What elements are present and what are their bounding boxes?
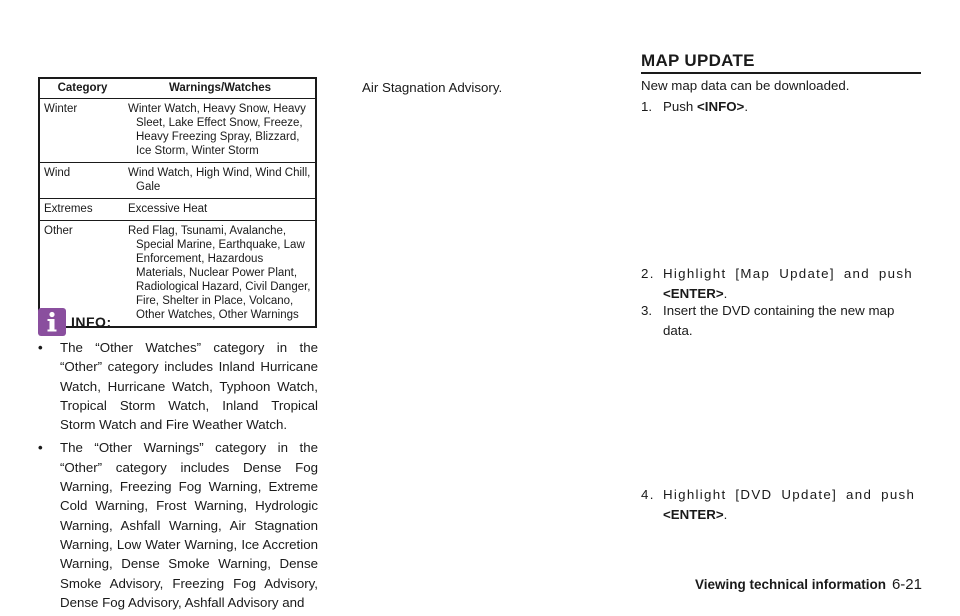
step-item — [641, 97, 922, 117]
step-key: <INFO> — [697, 99, 745, 114]
step-tail: . — [744, 99, 749, 114]
step-number: 1. — [641, 99, 653, 114]
table-header-row — [39, 78, 316, 99]
table-cell-category: Extremes — [39, 199, 125, 221]
bullet-dot-icon: • — [38, 440, 43, 456]
list-item — [38, 438, 318, 612]
table-header-category: Category — [39, 78, 125, 99]
bullet-continuation: Air Stagnation Advisory. — [362, 80, 503, 95]
step-number: 3. — [641, 303, 653, 318]
bullet-text: The “Other Watches” category in the “Other” category includes Inland Hurricane Watch, Hurricane Watch, Typhoon Watch, Tropical Storm Watch, Inland Tropical Storm Watch and Fire Weather Watch. — [60, 340, 318, 433]
table-cell-category: Wind — [39, 163, 125, 199]
info-label: INFO: — [71, 314, 112, 330]
warnings-category-table — [38, 77, 317, 328]
step-text: Push — [663, 99, 698, 114]
table-row — [39, 163, 316, 199]
section-title: MAP UPDATE — [641, 51, 921, 74]
table-cell-items: Wind Watch, High Wind, Wind Chill, Gale — [128, 167, 311, 193]
table-cell-items: Excessive Heat — [128, 203, 208, 215]
info-header — [38, 308, 112, 336]
footer-section-title: Viewing technical information — [694, 577, 886, 592]
table-header-warnings: Warnings/Watches — [125, 78, 316, 99]
step-key: <ENTER> — [663, 506, 724, 522]
step-text: Highlight [DVD Update] and push — [663, 487, 916, 502]
table-row — [39, 99, 316, 163]
info-bullet-list — [38, 338, 318, 616]
table-cell-category: Winter — [39, 99, 125, 163]
step-tail: . — [723, 506, 729, 522]
step-number: 2. — [641, 266, 655, 281]
page-footer — [695, 576, 922, 594]
step-item — [641, 301, 922, 340]
step-key: <ENTER> — [663, 285, 724, 301]
table-cell-category: Other — [44, 225, 73, 237]
step-text: Insert the DVD containing the new map data. — [663, 303, 895, 338]
step-item — [641, 485, 922, 524]
list-item — [38, 338, 318, 434]
table-cell-items: Winter Watch, Heavy Snow, Heavy Sleet, Lake Effect Snow, Freeze, Heavy Freezing Spray, Blizzard, Ice Storm, Winter Storm — [128, 103, 306, 157]
bullet-text: The “Other Warnings” category in the “Other” category includes Dense Fog Warning, Freezing Fog Warning, Extreme Cold Warning, Frost Warning, Hydrologic Warning, Ashfall Warning, Air Stagnation Warning, Low Water Warning, Ice Accretion Warning, Dense Smoke Warning, Dense Smoke Advisory, Freezing Fog Advisory, Dense Fog Advisory, Ashfall Advisory and — [60, 440, 318, 610]
table-row — [39, 199, 316, 221]
step-text: Highlight [Map Update] and push — [663, 266, 913, 281]
step-item — [641, 264, 922, 303]
page-number: 6-21 — [891, 576, 922, 593]
step-number: 4. — [641, 487, 655, 502]
intro-text: New map data can be downloaded. — [641, 78, 850, 93]
table-cell-items: Red Flag, Tsunami, Avalanche, Special Marine, Earthquake, Law Enforcement, Hazardous Materials, Nuclear Power Plant, Radiological Hazard, Civil Danger, Fire, Shelter in Place, Volcano, Other Watches, Other Warnings — [128, 225, 311, 321]
bullet-dot-icon: • — [38, 340, 43, 355]
step-tail: . — [723, 285, 729, 301]
info-icon — [38, 308, 66, 336]
